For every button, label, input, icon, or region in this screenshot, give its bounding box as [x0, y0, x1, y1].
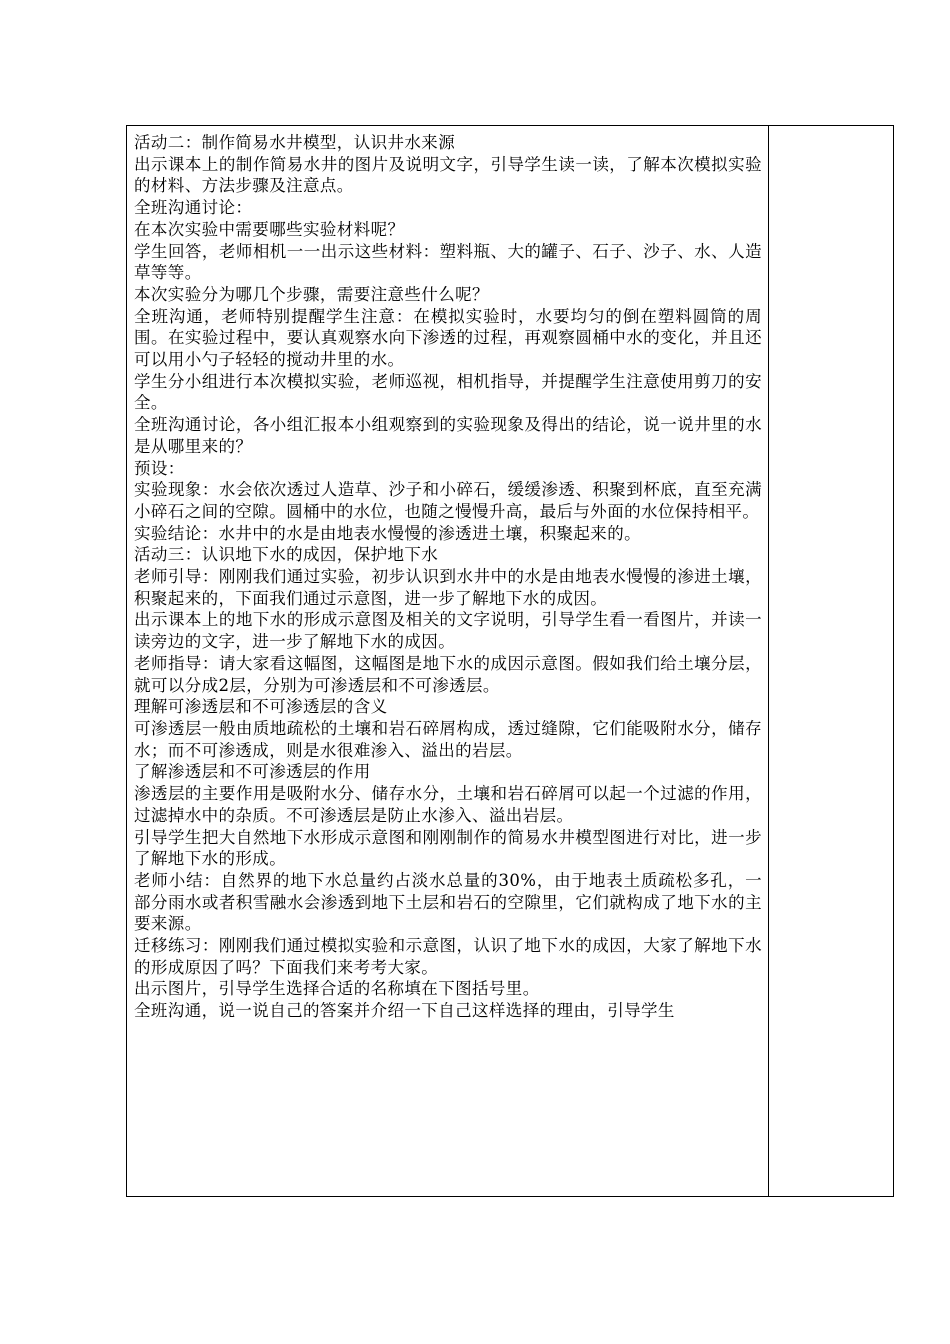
paragraph: 可渗透层一般由质地疏松的土壤和岩石碎屑构成，透过缝隙，它们能吸附水分，储存水；而不可渗透成，则是水很难渗入、溢出的岩层。 — [134, 718, 762, 760]
table-row — [127, 126, 894, 1197]
paragraph: 引导学生把大自然地下水形成示意图和刚刚制作的简易水井模型图进行对比，进一步了解地下水的形成。 — [134, 827, 762, 869]
paragraph: 出示图片，引导学生选择合适的名称填在下图括号里。 — [134, 979, 540, 999]
paragraph: 迁移练习：刚刚我们通过模拟实验和示意图，认识了地下水的成因，大家了解地下水的形成原因了吗？下面我们来考考大家。 — [134, 936, 762, 977]
paragraph: 老师引导：刚刚我们通过实验，初步认识到水井中的水是由地表水慢慢的渗进土壤，积聚起来的，下面我们通过示意图，进一步了解地下水的成因。 — [134, 567, 762, 608]
paragraph: 全班沟通，说一说自己的答案并介绍一下自己这样选择的理由，引导学生 — [134, 1001, 675, 1021]
paragraph: 出示课本上的地下水的形成示意图及相关的文字说明，引导学生看一看图片，并读一读旁边的文字，进一步了解地下水的成因。 — [134, 610, 762, 652]
paragraph: 渗透层的主要作用是吸附水分、储存水分，土壤和岩石碎屑可以起一个过滤的作用，过滤掉水中的杂质。不可渗透层是防止水渗入、溢出岩层。 — [134, 784, 762, 825]
paragraph: 在本次实验中需要哪些实验材料呢？ — [134, 219, 405, 239]
paragraph: 学生回答，老师相机一一出示这些材料：塑料瓶、大的罐子、石子、沙子、水、人造草等等。 — [134, 241, 762, 283]
paragraph: 了解渗透层和不可渗透层的作用 — [134, 762, 371, 782]
paragraph: 老师指导：请大家看这幅图，这幅图是地下水的成因示意图。假如我们给土壤分层，就可以分成2层，分别为可渗透层和不可渗透层。 — [134, 653, 762, 695]
paragraph: 老师小结：自然界的地下水总量约占淡水总量的30%，由于地表土质疏松多孔，一部分雨水或者积雪融水会渗透到地下土层和岩石的空隙里，它们就构成了地下水的主要来源。 — [134, 870, 762, 934]
main-content-cell — [127, 126, 769, 1197]
paragraph: 理解可渗透层和不可渗透层的含义 — [134, 697, 388, 717]
paragraph: 预设： — [134, 458, 185, 478]
paragraph: 出示课本上的制作简易水井的图片及说明文字，引导学生读一读，了解本次模拟实验的材料、方法步骤及注意点。 — [134, 154, 762, 196]
paragraph: 全班沟通，老师特别提醒学生注意：在模拟实验时，水要均匀的倒在塑料圆筒的周围。在实验过程中，要认真观察水向下渗透的过程，再观察圆桶中水的变化，并且还可以用小勺子轻轻的搅动井里的水。 — [134, 306, 762, 370]
paragraph: 本次实验分为哪几个步骤，需要注意些什么呢？ — [134, 284, 489, 304]
paragraph: 实验结论：水井中的水是由地表水慢慢的渗透进土壤，积聚起来的。 — [134, 523, 641, 543]
paragraph: 学生分小组进行本次模拟实验，老师巡视，相机指导，并提醒学生注意使用剪刀的安全。 — [134, 371, 762, 413]
paragraph: 全班沟通讨论，各小组汇报本小组观察到的实验现象及得出的结论，说一说井里的水是从哪里来的？ — [134, 415, 762, 456]
lesson-table — [126, 125, 894, 1197]
lesson-text — [127, 126, 768, 1022]
activity-two-heading: 活动二：制作简易水井模型，认识井水来源 — [134, 133, 456, 152]
paragraph: 实验现象：水会依次透过人造草、沙子和小碎石，缓缓渗透、积聚到杯底，直至充满小碎石之间的空隙。圆桶中的水位，也随之慢慢升高，最后与外面的水位保持相平。 — [134, 480, 762, 521]
side-notes-cell — [769, 126, 894, 1197]
activity-three-heading: 活动三：认识地下水的成因，保护地下水 — [134, 545, 439, 565]
paragraph: 全班沟通讨论： — [134, 198, 253, 218]
